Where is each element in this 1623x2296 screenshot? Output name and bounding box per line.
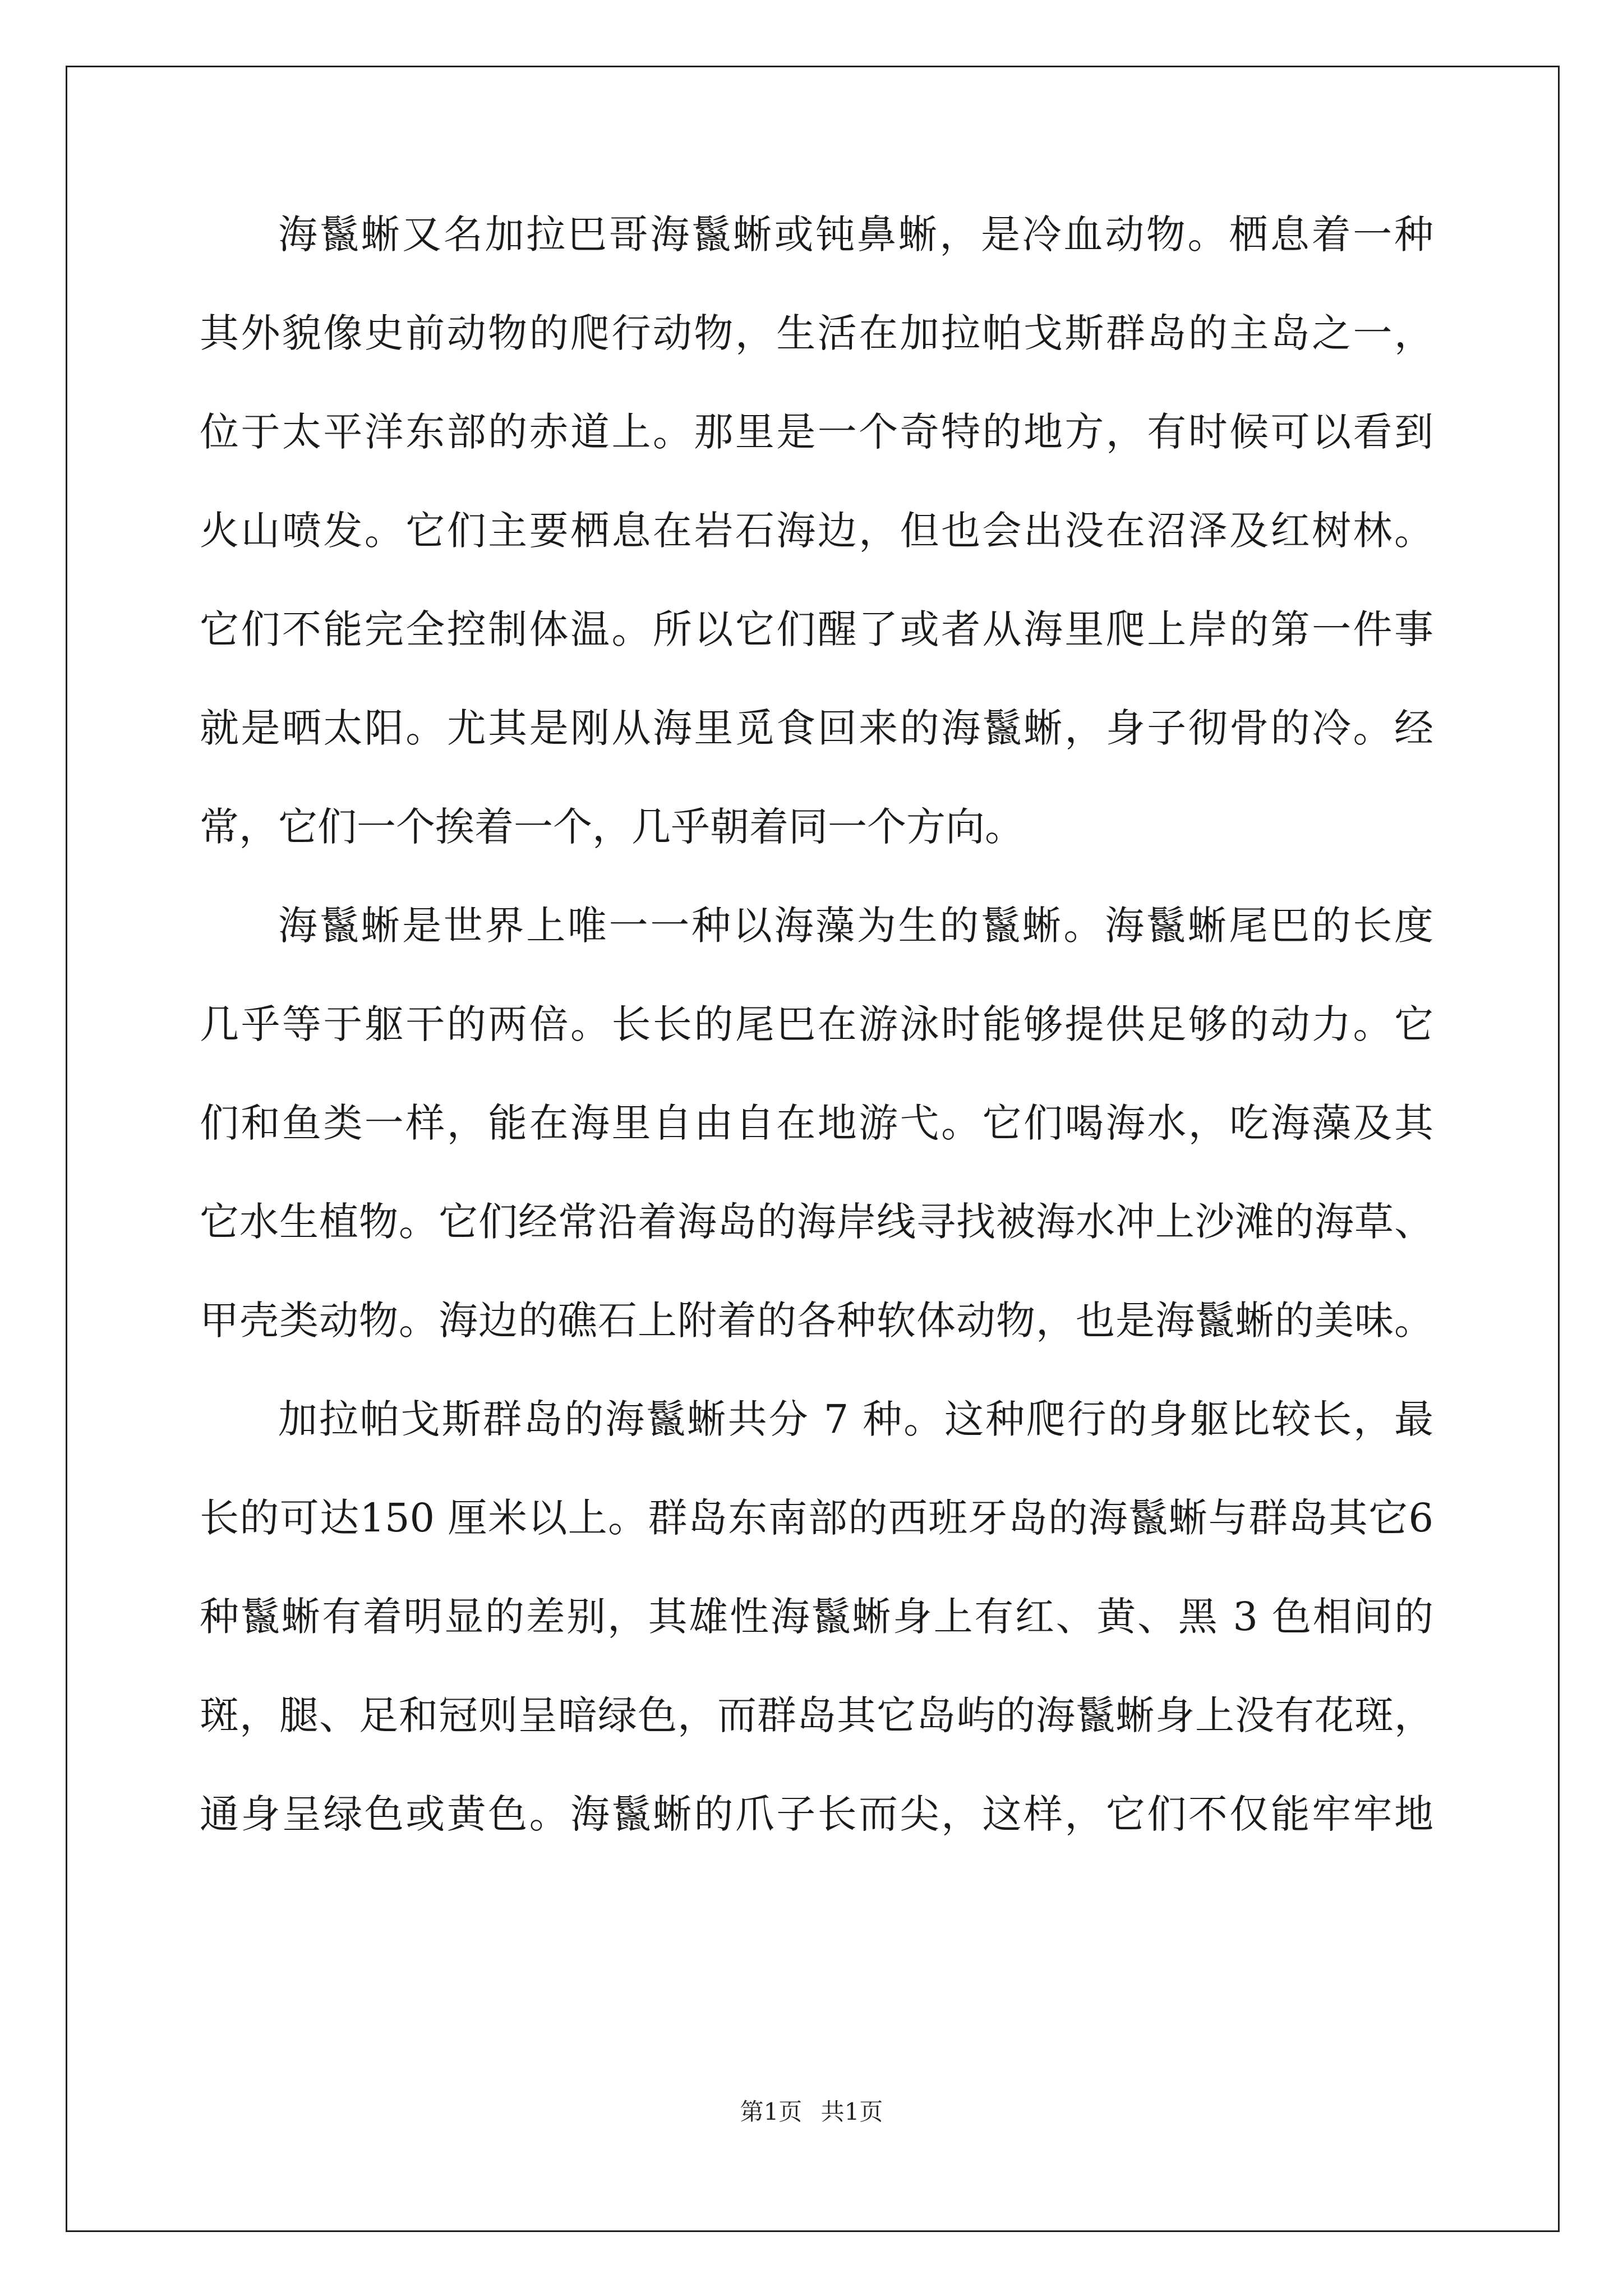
paragraph-3-line-3: 种鬣蜥有着明显的差别，其雄性海鬣蜥身上有红、黄、黑 3 色相间的 bbox=[200, 1594, 1433, 1640]
paragraph-1-line-1: 海鬣蜥又名加拉巴哥海鬣蜥或钝鼻蜥，是冷血动物。栖息着一种 bbox=[278, 211, 1433, 257]
paragraph-2-line-1: 海鬣蜥是世界上唯一一种以海藻为生的鬣蜥。海鬣蜥尾巴的长度 bbox=[278, 903, 1433, 949]
page-number: 第1页 bbox=[740, 2098, 803, 2125]
paragraph-1-line-5: 它们不能完全控制体温。所以它们醒了或者从海里爬上岸的第一件事 bbox=[200, 606, 1433, 652]
paragraph-1-line-2: 其外貌像史前动物的爬行动物，生活在加拉帕戈斯群岛的主岛之一， bbox=[200, 310, 1433, 356]
paragraph-3-line-4: 斑，腿、足和冠则呈暗绿色，而群岛其它岛屿的海鬣蜥身上没有花斑， bbox=[200, 1692, 1433, 1738]
paragraph-3-line-5: 通身呈绿色或黄色。海鬣蜥的爪子长而尖，这样，它们不仅能牢牢地 bbox=[200, 1791, 1433, 1837]
paragraph-2-line-4: 它水生植物。它们经常沿着海岛的海岸线寻找被海水冲上沙滩的海草、 bbox=[200, 1199, 1433, 1245]
document-body bbox=[200, 185, 1433, 1864]
paragraph-1-line-4: 火山喷发。它们主要栖息在岩石海边，但也会出没在沼泽及红树林。 bbox=[200, 508, 1433, 554]
page-total: 共1页 bbox=[820, 2098, 883, 2125]
page-footer bbox=[0, 2095, 1623, 2129]
paragraph-2-line-3: 们和鱼类一样，能在海里自由自在地游弋。它们喝海水，吃海藻及其 bbox=[200, 1100, 1433, 1146]
paragraph-2-line-5: 甲壳类动物。海边的礁石上附着的各种软体动物，也是海鬣蜥的美味。 bbox=[200, 1297, 1433, 1343]
paragraph-1-line-3: 位于太平洋东部的赤道上。那里是一个奇特的地方，有时候可以看到 bbox=[200, 409, 1433, 455]
paragraph-1-line-7: 常，它们一个挨着一个，几乎朝着同一个方向。 bbox=[200, 804, 1024, 850]
paragraph-2-line-2: 几乎等于躯干的两倍。长长的尾巴在游泳时能够提供足够的动力。它 bbox=[200, 1001, 1433, 1047]
paragraph-3-line-2: 长的可达150 厘米以上。群岛东南部的西班牙岛的海鬣蜥与群岛其它6 bbox=[200, 1495, 1433, 1541]
paragraph-1-line-6: 就是晒太阳。尤其是刚从海里觅食回来的海鬣蜥，身子彻骨的冷。经 bbox=[200, 705, 1433, 751]
paragraph-3-line-1: 加拉帕戈斯群岛的海鬣蜥共分 7 种。这种爬行的身躯比较长，最 bbox=[278, 1396, 1433, 1442]
